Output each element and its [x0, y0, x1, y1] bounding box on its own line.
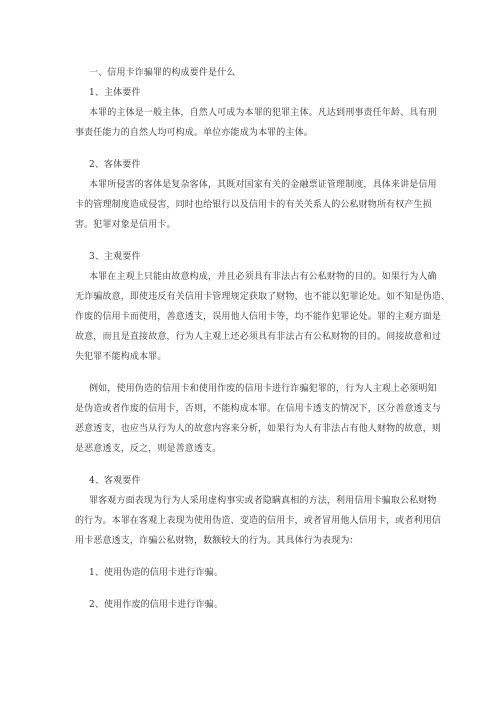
spacer	[75, 583, 421, 595]
section-heading-subject: 1、主体要件	[89, 88, 141, 98]
section-heading-subjective: 3、主观要件	[89, 252, 141, 262]
spacer	[75, 143, 421, 155]
paragraph-line: 无诈骗故意，即使违反有关信用卡管理规定获取了财物，也不能以犯罪论处。如不知是伪造、	[75, 292, 451, 302]
paragraph-line: 事责任能力的自然人均可构成。单位亦能成为本罪的主体。	[75, 128, 313, 138]
spacer	[75, 235, 421, 247]
paragraph-line: 本罪在主观上只能由故意构成，并且必须具有非法占有公私财物的目的。如果行为人确	[89, 272, 437, 282]
section-heading-objective: 4、客观要件	[89, 476, 141, 486]
paragraph-line: 本罪的主体是一般主体，自然人可成为本罪的犯罪主体。凡达到刑事责任年龄、具有刑	[89, 108, 437, 118]
paragraph-line: 失犯罪不能构成本罪。	[75, 352, 167, 362]
paragraph-line: 用卡恶意透支，诈骗公私财物，数额较大的行为。其具体行为表现为：	[75, 536, 359, 546]
list-item: 2、使用作废的信用卡进行诈骗。	[89, 600, 223, 610]
paragraph-line: 例如，使用伪造的信用卡和使用作废的信用卡进行诈骗犯罪的，行为人主观上必须明知	[89, 384, 437, 394]
paragraph-line: 是恶意透支，反之，则是善意透支。	[75, 444, 222, 454]
paragraph-line: 卡的管理制度造成侵害，同时也给银行以及信用卡的有关关系人的公私财物所有权产生损	[75, 200, 432, 210]
paragraph-line: 作废的信用卡而使用，善意透支，误用他人信用卡等，均不能作犯罪论处。罪的主观方面是	[75, 312, 442, 322]
spacer	[75, 367, 421, 379]
paragraph-line: 害。犯罪对象是信用卡。	[75, 220, 176, 230]
paragraph-line: 罪客观方面表现为行为人采用虚构事实或者隐瞒真相的方法，利用信用卡骗取公私财物	[89, 496, 437, 506]
list-item: 1、使用伪造的信用卡进行诈骗。	[89, 568, 223, 578]
document-title: 一、信用卡诈骗罪的构成要件是什么	[89, 68, 236, 78]
paragraph-line: 的行为。本罪在客观上表现为使用伪造、变造的信用卡，或者冒用他人信用卡，或者利用信	[75, 516, 442, 526]
paragraph-line: 恶意透支，也应当从行为人的故意内容来分析，如果行为人有非法占有他人财物的故意，则	[75, 424, 442, 434]
spacer	[75, 459, 421, 471]
paragraph-line: 本罪所侵害的客体是复杂客体，其既对国家有关的金融票证管理制度，具体来讲是信用	[89, 180, 437, 190]
paragraph-line: 故意，而且是直接故意，行为人主观上还必须具有非法占有公私财物的目的。间接故意和过	[75, 332, 442, 342]
spacer	[75, 551, 421, 563]
paragraph-line: 是伪造或者作废的信用卡，否则，不能构成本罪。在信用卡透支的情况下，区分善意透支与	[75, 404, 442, 414]
section-heading-object: 2、客体要件	[89, 160, 141, 170]
